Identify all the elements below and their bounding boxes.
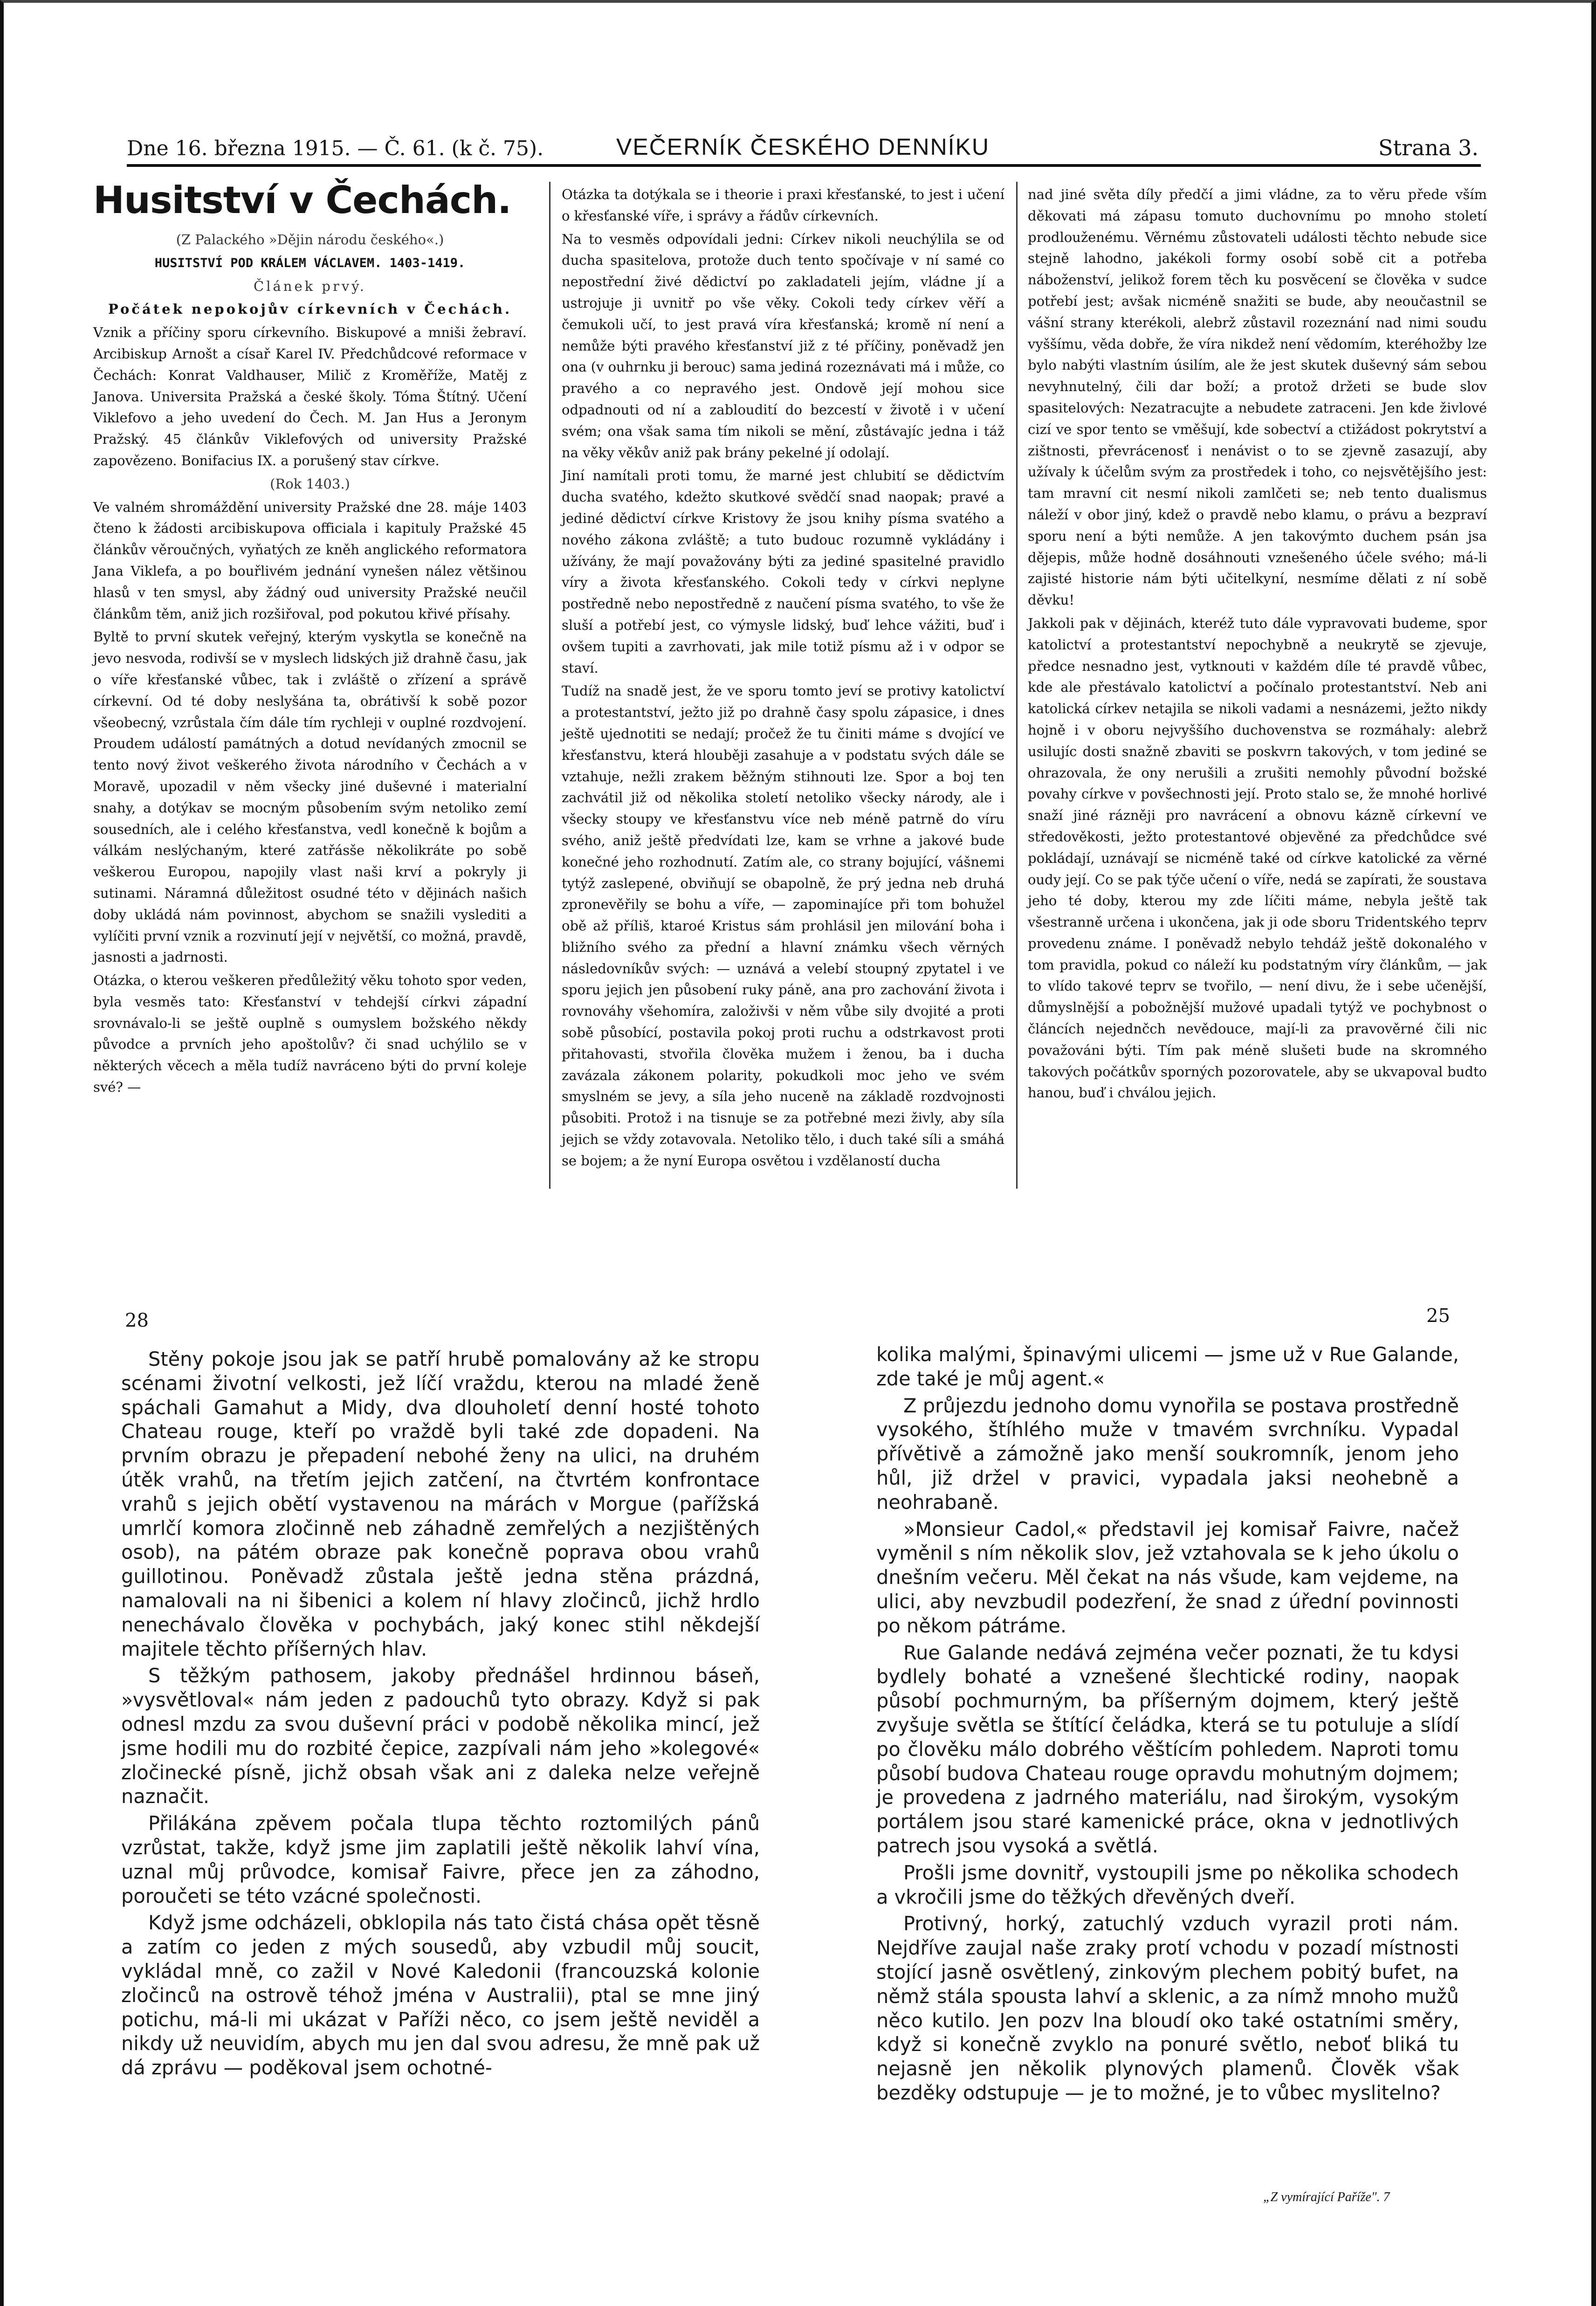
chapter-label: Článek prvý. <box>254 278 366 294</box>
article-paragraph: Jakkoli pak v dějinách, kteréž tuto dále vypravovati budeme, spor katolictví a protestantství nepochybně a neukrytě se zjevuje, předce nesnadno jest, vytknouti v každém díle té pravdě vůbec, kde ale přestávalo katolictví a počínalo protestantství. Neb ani katolická církev netajila se nikoli vadami a nesnázemi, ježto nikdy hojně i v oboru nejvyššího duchovenstva se rozmáhaly: alebrž usilujíc dosti snažně zbaviti se poskvrn takových, v tom jediné se ohrazovala, že ony nerušili a zrušiti nemohly původní božské povahy církve v povšechnosti její. Proto stalo se, že mnohé horlivé snaží jiné rázněji pro navrácení a obnovu kázně církevní ve středověkosti, ježto protestantové objevěné za předchůdce své pokládají, uznávají se nicméně také od církve katolické za věrné oudy její. Co se pak týče učení o víře, nedá se zapírati, že soustava jeho té doby, kterou my zde líčiti máme, nebyla ještě tak všestranně určena i ukončena, jak ji ode sboru Tridentského teprv provedenu známe. I poněvadž nebylo tehdáž ještě dokonalého v tom pravidla, pokud co náleží ku podstatným víry článkům, — jak to vlído takové teprv se tvořilo, — není divu, že i sebe učenější, důmyslnější a pobožnější mužové upadali tytýž ve pochybnost o článcích nejednčch nevědouce, mají-li za pravověrné čili nic považováni býti. Tím pak méně slušeti bude na skromného takových počátkův sporných pozorovatele, aby se ukvapoval budto hanou, buď i chválou jejich. <box>1028 615 1487 1101</box>
article-headline: Husitství v Čechách. <box>93 179 511 222</box>
article-source: (Z Palackého »Dějin národu českého«.) <box>176 232 444 248</box>
page-label: Strana 3. <box>1378 135 1479 160</box>
column-divider <box>1016 182 1018 1189</box>
article-paragraph: Otázka, o kterou veškeren předůležitý věku tohoto spor veden, byla vesměs tato: Křesťanství v tehdejší církvi západní srovnávalo-li se ještě ouplně s oumyslem božského někdy původce a prvních jeho apoštolův? či snad uchýlilo se v některých věcech a měla tudíž navráceno býti do první koleje své? — <box>93 972 527 1095</box>
column-divider <box>549 182 550 1189</box>
book-paragraph: Přilákána zpěvem počala tlupa těchto roztomilých pánů vzrůstat, takže, když jsme jim zaplatili ještě několik lahví vína, uznal můj průvodce, komisař Faivre, přece jen za záhodno, poroučeti se této vzácné společnosti. <box>121 1812 760 1907</box>
book-paragraph: Rue Galande nedává zejména večer poznati, že tu kdysi bydlely bohaté a vznešené šlechtické rodiny, naopak působí pochmurným, ba příšerným dojmem, který ještě zvyšuje světla se štítící čeládka, která se tu potuluje a slídí po člověku málo dobrého věštícím pohledem. Naproti tomu působí budova Chateau rouge opravdu mohutným dojmem; je provedena z jadrného materiálu, nad širokým, vysokým portálem jsou staré kamenické práce, okna v jednotlivých patrech jsou vysoká a světlá. <box>876 1641 1459 1857</box>
book-paragraph: S těžkým pathosem, jakoby přednášel hrdinnou báseň, »vysvětloval« nám jeden z padouchů tyto obrazy. Když si pak odnesl mzdu za svou duševní práci v podobě několika mincí, jež jsme hodili mu do rozbité čepice, zazpívali nám jeho »kolegové« zločinecké písně, jichž obsah však ani z daleka nelze veřejně naznačit. <box>121 1664 760 1808</box>
article-paragraph: Jiní namítali proti tomu, že marné jest chlubití se dědictvím ducha svatého, kdežto skutkové svědčí snad naopak; pravé a jediné dědictví církve Kristovy že jsou knihy písma svatého a nového zákona zvláště; a tuto budouc rozumně vykládány i užívány, že mají považovány býti za jediné spasitelné pravidlo víry a života křesťanského. Cokoli tedy v církvi neplyne postředně nebo nepostředně z naučení písma svatého, to vše že sluší a potřebí jest, co výmysle lidský, buď lehce vážiti, buď i ovšem tupiti a zavrhovati, jak mile totiž písmu až i v odpor se staví. <box>562 468 1004 676</box>
article-paragraph: nad jiné světa díly předčí a jimi vládne, za to věru přede vším děkovati má zápasu tomuto duchovnímu po mnoho století prodlouženému. Věrnému zůstovateli události těchto nebude sice stejně lahodno, jakékoli formy osobí sobě cit a potřeba náboženství, jelikož forem těch ku posvěcení se člověka v sudce potřebí jest; avšak nicméně snažiti se bude, aby neoučastnil se vášní strany kterékoli, alebrž zůstavil rozeznání nad nimi soudu vyššímu, věda dobře, že víra nikdež není vědomím, kteréhožby lze bylo nabýti vlastním úsilím, ale že jest skutek duševný sám sebou nevyhnutelný, čili dar boží; a protož držeti se bude slov spasitelových: Nezatracujte a nebudete zatraceni. Jen kde živlové cizí ve spor tento se vměšují, kde sobectví a ctižádost pokrytství a zištnosti, převrácenosť i nenávist o to se zjevně zasazují, aby užívaly k účelům svým za prostředek i toho, co nejsvětějšího jest: tam mravní cit nesmí nikoli zamlčeti se; neb tento dualismus náleží v obor jiný, kdež o pravdě nebo klamu, o právu a bezpraví sporu není a býti nemůže. A jen takovýmto duchem psán jsa dějepis, může hodně dosáhnouti vznešeného účele svého; má-li zajisté historie nám býti učitelkyní, nesmíme dělati z ní sobě děvku! <box>1028 186 1487 608</box>
chapter-summary: Vznik a příčiny sporu církevního. Biskupové a mniši žebraví. Arcibiskup Arnošt a císař Karel IV. Předchůdcové reformace v Čechách: Konrat Valdhauser, Milič z Kroměříže, Matěj z Janova. Universita Pražská a české školy. Tóma Štítný. Učení Viklefovo a jeho uvedení do Čech. M. Jan Hus a Jeronym Pražský. 45 článkův Viklefových od university Pražské zapovězeno. Bonifacius IX. a porušený stav církve. <box>93 324 527 468</box>
article-paragraph: Byltě to první skutek veřejný, kterým vyskytla se konečně na jevo nesvoda, rodivší se v myslech lidských již drahně času, jak o víře křesťanské vůbec, tak i zvláště o zřízení a správě církevní. Od té doby neslyšána ta, obrátivší k sobě pozor všeobecný, vzrůstala čím dále tím rychleji v ouplné rozdvojení. Proudem událostí památných a dotud nevídaných zmocnil se tento nový život veškerého života národního v Čechách a v Moravě, upozadil v něm všecky jiné duševné i materialní snahy, a dotýkav se mocným působením svým netoliko zemí sousedních, ale i celého křesťanstva, vedl konečně k bojům a válkám neslýchaným, které zatřásše několikráte po sobě veškerou Europou, napojily vlast naši krví a pokryly ji sutinami. Náramná důležitost osudné této v dějinách našich doby ukládá nám povinnost, abychom se snažili vyslediti a vylíčiti první vznik a rozvinutí její v největší, co možná, pravdě, jasnosti a jadrnosti. <box>93 629 527 965</box>
book-page-number-left: 28 <box>125 1310 149 1331</box>
book-paragraph: »Monsieur Cadol,« představil jej komisař Faivre, načež vyměnil s ním několik slov, jež vztahovala se k jeho úkolu o dnešním večeru. Měl čekat na nás všude, kam vejdeme, na ulici, aby nevzbudil podezření, že snad z úřední povinnosti po někom pátráme. <box>876 1517 1459 1637</box>
book-page-number-right: 25 <box>1426 1305 1450 1327</box>
article-paragraph: Tudíž na snadě jest, že ve sporu tomto jeví se protivy katolictví a protestantství, ježto již po drahně časy spolu zápasice, i dnes ještě ujednotiti se nedají; pročež že tu činiti máme s dvojící ve křesťanstvu, která hlouběji zasahuje a v podstatu svých dále se vztahuje, nežli zrakem běžným stihnouti lze. Spor a boj ten zachvátil již od několika století netolikо všecky národy, ale i všecky stoupy ve křesťanstvu více neb méně patrně do víru svého, aniž ještě předvídati lze, kam se vrhne a jakové bude konečné jeho rozhodnutí. Zatím ale, co strany bojující, vášnemi tytýž zaslepené, obviňují se obapolně, že prý jedna neb druhá zpronevěřily se bohu a víře, — zapominajíce při tom bohužel obě až příliš, ktaroé Kristus sám prohlásil jen milování boha i bližního svého za přední a hlavní známku všech věrných následovníkův svých: — uznává a velebí stoupný zpytatel i ve sporu jejich jen působení ruky páně, ana pro zachování života i rovnováhy všehomíra, založivši v něm vůbe sily dvojité a proti sobě působící, postavila pokoj proti ruchu a odstrkavost proti přitahovasti, stvořila člověka mužem i ženou, ba i ducha zavázala zákonem polarity, pokudkoli moc jeho ve svém smyslném se jevy, a síla jeho nuceně na základě rozdvojnosti působiti. Protož i na tisnuje se za potřebné mezi živly, aby síla jejich se vždy zotavovala. Netoliko tělo, i duch také síli a smáhá se bojem; a že nyní Europa osvětou i vzdělaností ducha <box>562 683 1004 1169</box>
article-paragraph: Na to vesměs odpovídali jedni: Církev nikoli neuchýlila se od ducha spasitelova, protože duch tento spočívaje v ní samé co nepostřední živé dědictví po zakladateli jejím, vládne jí a ustrojuje ji uvnitř po vše věky. Cokoli tedy církev věří a čemukoli učí, to jest pravá víra křesťanská; kromě ní není a nemůže býti pravého křesťanství již z té příčiny, poněvadž jen ona (v ouhrnku ji berouc) sama jediná rozeznávati má i může, co pravého a co nepravého jest. Ondově její mohou sice odpadnouti od ní a zabloudití do bezcestí v životě i v učení svém; ona však sama tím nikoli se mění, zůstávajíc jedna i táž na věky věkův aniž pak brány pekelné jí odolají. <box>562 231 1004 461</box>
book-page-right <box>876 1342 1459 2108</box>
article-paragraph: Ve valném shromáždění university Pražské dne 28. máje 1403 čteno k žádosti arcibiskupova officiala i kapituly Pražské 45 článkův věroučných, vyňatých ze kněh anglického reformatora Jana Viklefa, a po bouřlivém jednání vynešen nález většinou hlasů v ten smysl, aby žádný oud university Pražské neučil článkům těm, aniž jich rozšiřoval, pod pokutou křivé přísahy. <box>93 499 527 622</box>
article-column-3 <box>1028 184 1487 1106</box>
article-paragraph: Otázka ta dotýkala se i theorie i praxi křesťanské, to jest i učení o křesťanské víře, i správy a řádův církevních. <box>562 186 1004 224</box>
chapter-title: Počátek nepokojův církevních v Čechách. <box>108 301 512 317</box>
book-page-left <box>121 1347 760 2083</box>
book-footer-signature: „Z vymírající Paříže". 7 <box>1263 2190 1390 2204</box>
article-section: HUSITSTVÍ POD KRÁLEM VÁCLAVEM. 1403-1419. <box>154 255 466 270</box>
article-column-1 <box>93 177 527 1100</box>
header-rule <box>127 164 1481 167</box>
article-column-2 <box>562 184 1004 1174</box>
chapter-year: (Rok 1403.) <box>270 475 350 492</box>
masthead-title: VEČERNÍK ČESKÉHO DENNÍKU <box>616 134 990 160</box>
book-paragraph: kolika malými, špinavými ulicemi — jsme už v Rue Galande, zde také je můj agent.« <box>876 1343 1459 1390</box>
book-paragraph: Protivný, horký, zatuchlý vzduch vyrazil proti nám. Nejdříve zaujal naše zraky protí vchodu v pozadí místnosti stojící jasně osvětlený, zinkovým plechem pobitý bufet, na němž stála spousta lahví a sklenic, a za nímž mnoho mužů něco kutilo. Jen pozv lna bloudí oko také ostatními směry, když si konečně zvyklo na ponuré světlo, neboť bliká tu nejasně jen několik plynových plamenů. Člověk však bezděky odstupuje — je to možné, je to vůbec myslitelno? <box>876 1912 1459 2104</box>
newspaper-header <box>127 126 1479 163</box>
book-paragraph: Když jsme odcházeli, obklopila nás tato čistá chása opět těsně a zatím co jeden z mých sousedů, aby vzbudil můj soucit, vykládal mně, co zažil v Nové Kaledonii (francouzská kolonie zločinců na ostrově téhož jména v Australii), ptal se mne jiný potichu, má-li mi ukázat v Paříži něco, co jsem ještě neviděl a nikdy už neuvidím, abych mu jen dal svou adresu, že mně pak už dá zprávu — poděkoval jsem ochotné- <box>121 1911 760 2079</box>
book-paragraph: Z průjezdu jednoho domu vynořila se postava prostředně vysokého, štíhlého muže v tmavém svrchníku. Vypadal přívětivě a zámožně jako menší soukromník, jenom jeho hůl, již držel v pravici, vypadala jaksi neohebně a neohrabaně. <box>876 1394 1459 1514</box>
issue-date: Dne 16. března 1915. — Č. 61. (k č. 75). <box>127 137 544 160</box>
book-paragraph: Stěny pokoje jsou jak se patří hrubě pomalovány až ke stropu scénami životní velkosti, jež líčí vraždu, kterou na mladé ženě spáchali Gamahut a Midy, dva dlouholetí denní hosté tohoto Chateau rouge, kteří po vraždě byli také zde dopadeni. Na prvním obrazu je přepadení nebohé ženy na ulici, na druhém útěk vrahů, na třetím jejich zatčení, na čtvrtém konfrontace vrahů s jejich obětí vystavenou na márách v Morgue (pařížská umrlčí komora zločinně neb záhadně zemřelých a nezjištěných osob), na pátém obraze pak konečně poprava obou vrahů guillotinou. Poněvadž zůstala ještě jedna stěna prázdná, namalovali na ni šibenici a kolem ní hlavy zločinců, jichž hrdlo nenechávalo člověka v pochybách, jaký konec stihl někdejší majitele těchto příšerných hlav. <box>121 1348 760 1660</box>
book-paragraph: Prošli jsme dovnitř, vystoupili jsme po několika schodech a vkročili jsme do těžkých dřevěných dveří. <box>876 1861 1459 1908</box>
